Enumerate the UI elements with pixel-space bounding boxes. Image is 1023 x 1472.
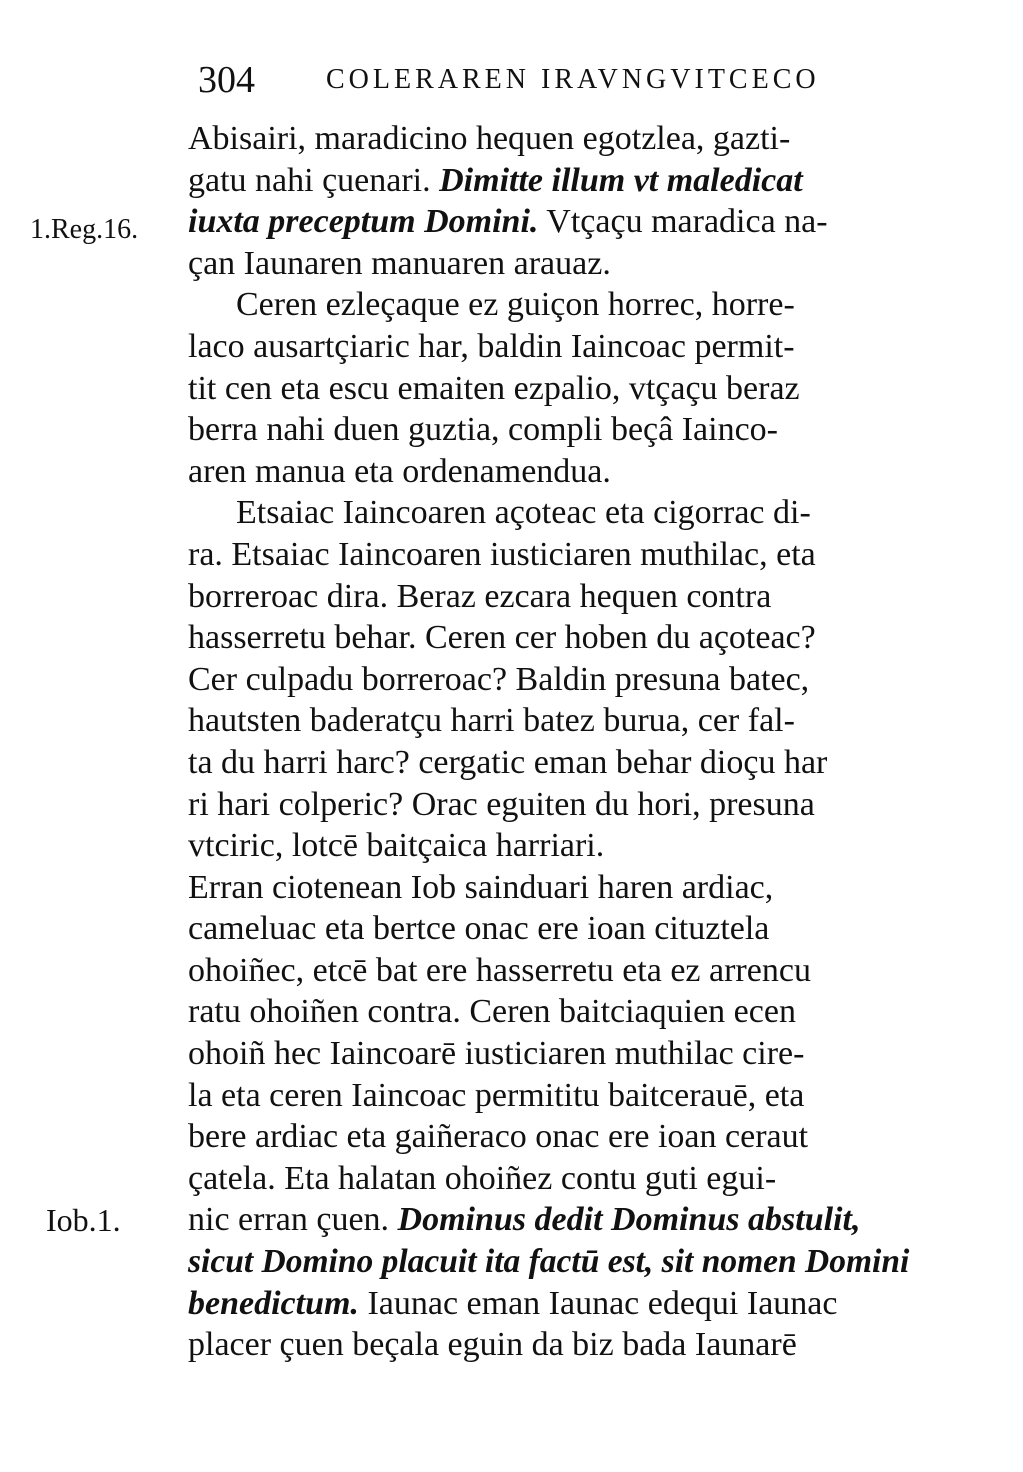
page-header [198,58,898,102]
text-segment: çatela. Eta halatan ohoiñez contu guti egui- [188,1159,777,1197]
margin-note-reg: 1.Reg.16. [30,214,139,245]
latin-quote: benedictum. [188,1284,359,1322]
body-text [188,118,913,1366]
text-line [188,160,913,202]
text-segment: Ceren ezleçaque ez guiçon horrec, horre- [236,286,795,324]
text-segment: Cer culpadu borreroac? Baldin presuna batec, [188,660,810,698]
text-line [188,368,913,410]
latin-quote: Dominus dedit Dominus abstulit, [397,1201,861,1239]
text-line [188,451,913,493]
text-segment: borreroac dira. Beraz ezcara hequen contra [188,577,772,615]
latin-quote: iuxta preceptum Domini. [188,203,539,241]
latin-quote: Dimitte illum vt maledicat [439,161,803,199]
text-line [188,784,913,826]
latin-quote: sicut Domino placuit ita factū est, sit nomen Domini [188,1243,910,1281]
text-segment: vtciric, lotcē baitçaica harriari. [188,827,605,865]
text-segment: ohoiñec, etcē bat ere hasserretu eta ez arrencu [188,951,811,989]
text-segment: laco ausartçiaric har, baldin Iaincoac permit- [188,327,795,365]
text-line [188,492,913,534]
text-line [188,1075,913,1117]
text-segment: ohoiñ hec Iaincoarē iusticiaren muthilac cire- [188,1035,805,1073]
text-line [188,1199,913,1241]
text-line [188,201,913,243]
text-segment: cameluac eta bertce onac ere ioan cituztela [188,910,770,948]
text-segment: berra nahi duen guztia, compli beçâ Iainco- [188,411,779,449]
text-segment: ta du harri harc? cergatic eman behar dioçu har [188,743,828,781]
text-line [188,1158,913,1200]
text-segment: Vtçaçu maradica na- [538,203,828,241]
text-line [188,950,913,992]
text-line [188,118,913,160]
text-segment: nic erran çuen. [188,1201,398,1239]
text-segment: Abisairi, maradicino hequen egotzlea, gazti- [188,120,791,157]
page-number: 304 [198,59,255,101]
margin-note-iob: Iob.1. [46,1202,121,1238]
text-line [188,243,913,285]
text-line [188,659,913,701]
text-line [188,1241,913,1283]
text-line [188,617,913,659]
text-line [188,1116,913,1158]
text-line [188,534,913,576]
text-line [188,576,913,618]
text-segment: çan Iaunaren manuaren arauaz. [188,244,611,282]
text-line [188,284,913,326]
text-line [188,1033,913,1075]
text-line [188,867,913,909]
text-segment: tit cen eta escu emaiten ezpalio, vtçaçu beraz [188,369,800,407]
text-line [188,1283,913,1325]
text-segment: la eta ceren Iaincoac permititu baitcerauē, eta [188,1076,805,1114]
text-segment: Erran ciotenean Iob sainduari haren ardiac, [188,868,774,906]
text-segment: ri hari colperic? Orac eguiten du hori, presuna [188,785,815,823]
text-line [188,991,913,1033]
text-line [188,908,913,950]
running-title: COLERAREN IRAVNGVITCECO [326,64,820,95]
text-segment: gatu nahi çuenari. [188,161,440,199]
text-segment: hautsten baderatçu harri batez burua, cer fal- [188,702,795,740]
text-segment: ratu ohoiñen contra. Ceren baitciaquien ecen [188,993,796,1031]
text-segment: aren manua eta ordenamendua. [188,452,611,490]
text-segment: Iaunac eman Iaunac edequi Iaunac [358,1284,838,1322]
text-line [188,1324,913,1366]
text-line [188,409,913,451]
text-segment: bere ardiac eta gaiñeraco onac ere ioan ceraut [188,1118,809,1156]
text-line [188,700,913,742]
text-segment: placer çuen beçala eguin da biz bada Iaunarē [188,1326,797,1364]
text-segment: hasserretu behar. Ceren cer hoben du açoteac? [188,619,816,657]
text-line [188,742,913,784]
text-segment: ra. Etsaiac Iaincoaren iusticiaren muthilac, eta [188,535,816,573]
text-segment: Etsaiac Iaincoaren açoteac eta cigorrac di- [236,494,811,532]
text-line [188,825,913,867]
text-line [188,326,913,368]
